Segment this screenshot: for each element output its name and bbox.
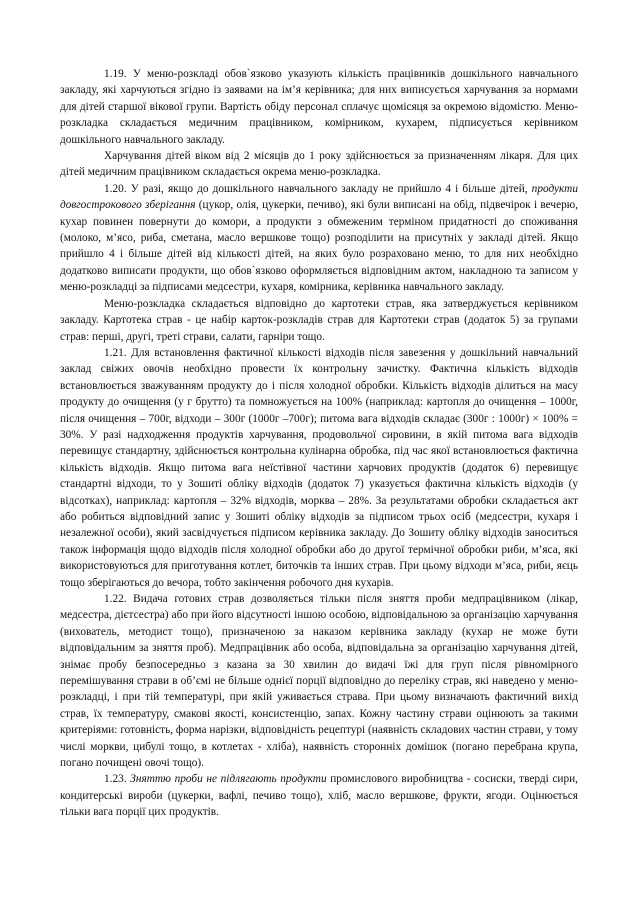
paragraph-text: 1.19. У меню-розкладі обов`язково указують кількість працівників дошкільного навчального закладу, які харчуються згідно із заявами на ім’я керівника; для них виписується харчування за нормами для дітей старшої вікової групи. Вартість обіду персонал сплачує щомісяця за окремою відомістю. Меню-розкладка складається медичним працівником, комірником, кухарем, підписується керівником дошкільного навчального закладу. [60, 68, 578, 146]
paragraph-1-20 [60, 181, 578, 296]
paragraph-text: 1.20. У разі, якщо до дошкільного навчального закладу не прийшло 4 і більше дітей, [104, 182, 532, 195]
paragraph-1-22 [60, 591, 578, 771]
paragraph-text: 1.21. Для встановлення фактичної кількості відходів після завезення у дошкільний навчальний заклад свіжих овочів необхідно провести їх контрольну зачистку. Фактична кількість відходів встановлюється зважуванням продукту до і після холодної обробки. Кількість відходів ділиться на масу продукту до очищення (у г брутто) та помножується на 100% (наприклад: картопля до очищення – 1000г, після очищення – 700г, відходи – 300г (1000г –700г); питома вага відходів складає (300г : 1000г) × 100% = 30%. У разі надходження продуктів харчування, продовольчої сировини, в якій питома вага відходів перевищує стандартну, здійснюється контрольна кулінарна обробка, під час якої встановлюється фактична кількість відходів. Якщо питома вага неїстівної частини харчових продуктів (додаток 6) перевищує стандартні відходи, то у Зошиті обліку відходів (додаток 7) указується фактична кількість відходів (у відсотках), наприклад: картопля – 32% відходів, морква – 28%. За результатами обробки складається акт або робиться відповідний запис у Зошиті обліку відходів за підписом трьох осіб (медсестри, кухаря і незалежної особи), який засвідчується підписом керівника закладу. До Зошиту обліку відходів заноситься також інформація щодо відходів після холодної обробки або до другої термічної обробки риби, м’яса, які використовуються для приготування котлет, биточків та інших страв. При цьому відходи м’яса, риби, яєць тощо зберігаються до вечора, тобто закінчення робочого дня кухарів. [60, 346, 578, 589]
paragraph-text: 1.23. [104, 773, 131, 786]
paragraph-text: Меню-розкладка складається відповідно до картотеки страв, яка затверджується керівником закладу. Картотека страв - це набір карток-розкладів страв для Картотеки страв (додаток 5) за групами страв: перші, другі, треті страви, салати, гарніри тощо. [60, 297, 578, 343]
paragraph-1-23 [60, 771, 578, 820]
italic-term: Зняттю проби не підлягають продукти [130, 773, 327, 786]
document-page [60, 66, 578, 821]
paragraph-1-19-infants [60, 148, 578, 181]
paragraph-1-21 [60, 345, 578, 591]
italic-term: продукти довгострокового зберігання [60, 182, 578, 212]
paragraph-1-19 [60, 66, 578, 148]
paragraph-text: промислового виробництва - сосиски, тверді сири, кондитерські вироби (цукерки, вафлі, печиво тощо), хліб, масло вершкове, фрукти, ягоди. Оцінюється тільки вага порції цих продуктів. [60, 773, 579, 819]
paragraph-1-20-menu-card [60, 296, 578, 345]
paragraph-text: (цукор, олія, цукерки, печиво), які були виписані на обід, підвечірок і вечерю, кухар повинен повернути до комори, а продукти з обмеженим терміном придатності до споживання (молоко, м’ясо, риба, сметана, масло вершкове тощо) розподілити на присутніх у закладі дітей. Якщо прийшло 4 і більше дітей від кількості дітей, на яких було розраховано меню, то для них необхідно додатково виписати продукти, що обов`язково оформляється відповідним актом, накладною та записом у меню-розкладці за підписами медсестри, кухаря, комірника, керівника навчального закладу. [60, 199, 578, 294]
paragraph-text: 1.22. Видача готових страв дозволяється тільки після зняття проби медпрацівником (лікар, медсестра, дієтсестра) або при його відсутності іншою особою, відповідальною за організацію харчування (вихователь, методист тощо), призначеною за наказом керівника закладу (кухар не може бути відповідальним за зняття проб). Медпрацівник або особа, відповідальна за організацію харчування дітей, знімає пробу безпосередньо з казана за 30 хвилин до видачі їжі для груп після рівномірного перемішування страви в об’ємі не більше однієї порції відповідно до переліку страв, які наведено у меню-розкладці, і при тій температурі, при якій уживається страва. При цьому визначають фактичний вихід страв, їх температуру, смакові якості, консистенцію, запах. Кожну частину страви оцінюють за такими критеріями: готовність, форма нарізки, відповідність рецептурі (наявність складових частин страви, у тому числі моркви, цибулі тощо, в котлетах - хліба), наявність сторонніх домішок (погано перебрана крупа, погано почищені овочі тощо). [60, 593, 578, 770]
paragraph-text: Харчування дітей віком від 2 місяців до 1 року здійснюється за призначенням лікаря. Для цих дітей медичним працівником складається окрема меню-розкладка. [60, 150, 578, 179]
